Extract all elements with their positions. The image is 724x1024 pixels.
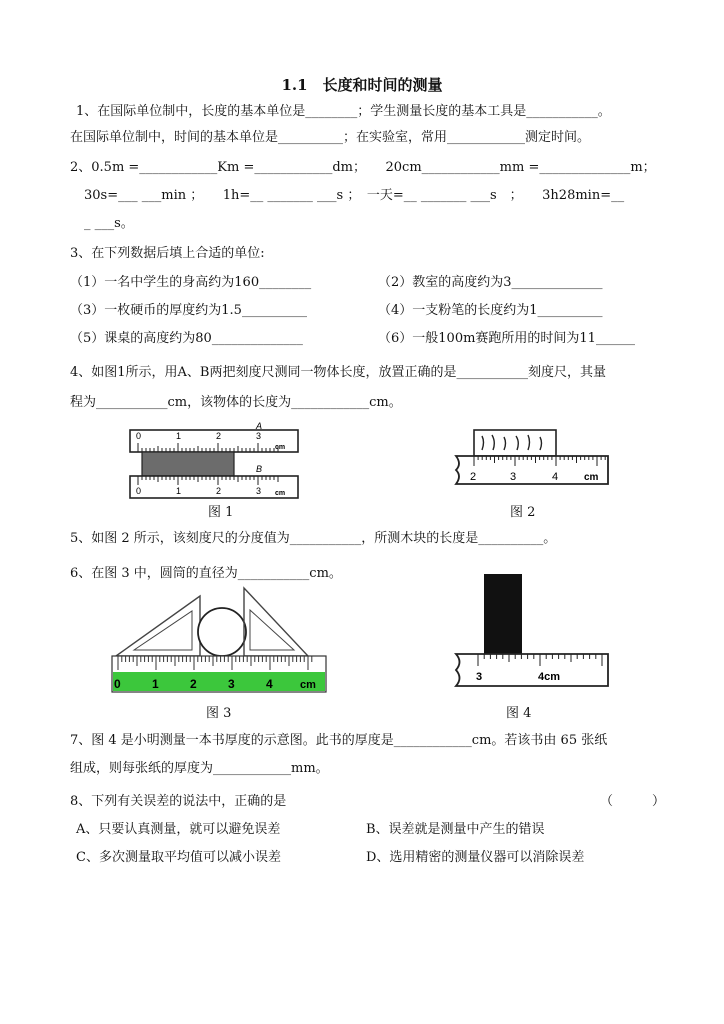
wood-block	[474, 430, 556, 456]
ruler-a-num-0: 0	[136, 431, 142, 441]
ruler-a-label: A	[256, 421, 263, 431]
caption-figure-4: 图 4	[506, 706, 532, 721]
q4-line-2: 程为___________cm，该物体的长度为____________cm。	[70, 395, 402, 410]
ruler-fig3-num-0: 0	[114, 677, 121, 691]
ruler-fig2-num-3: 3	[510, 471, 517, 483]
q8-heading: 8、下列有关误差的说法中，正确的是	[70, 794, 287, 809]
q3-item-3: （3）一枚硬币的厚度约为1.5__________	[70, 303, 307, 318]
q6-line: 6、在图 3 中，圆筒的直径为___________cm。	[70, 566, 342, 581]
ruler-b-unit: cm	[275, 490, 286, 497]
q1-line-1: 1、在国际单位制中，长度的基本单位是________；学生测量长度的基本工具是___________。	[76, 104, 611, 119]
q4-line-1: 4、如图1所示，用A、B两把刻度尺测同一物体长度，放置正确的是___________刻度尺，其量	[70, 365, 606, 380]
ruler-b-num-2: 2	[216, 486, 222, 496]
ruler-b-num-3: 3	[256, 486, 262, 496]
ruler-fig3-num-1: 1	[152, 677, 159, 691]
q7-line-1: 7、图 4 是小明测量一本书厚度的示意图。此书的厚度是____________cm。若该书由 65 张纸	[70, 733, 608, 748]
ruler-fig4-num-3: 3	[476, 671, 483, 683]
ruler-a-num-1: 1	[176, 431, 182, 441]
ruler-b-num-0: 0	[136, 486, 142, 496]
page-title: 1.1 长度和时间的测量	[281, 76, 443, 94]
ruler-b-num-1: 1	[176, 486, 182, 496]
ruler-fig2-unit: cm	[584, 472, 599, 483]
set-square-left	[116, 596, 200, 656]
q8-answer-parens: （ ）	[600, 794, 666, 809]
q3-item-2: （2）教室的高度约为3______________	[378, 275, 603, 290]
q8-option-a: A、只要认真测量，就可以避免误差	[76, 822, 281, 837]
q2-line-2: 30s=___ ___min ； 1h=__ _______ ___s ； 一天=__ _______ ___s ； 3h28min=__	[84, 188, 625, 203]
caption-figure-3: 图 3	[206, 706, 232, 721]
ruler-fig3-num-2: 2	[190, 677, 197, 691]
ruler-fig3-unit: cm	[300, 679, 316, 691]
q8-option-b: B、误差就是测量中产生的错误	[366, 822, 545, 837]
q3-item-4: （4）一支粉笔的长度约为1__________	[378, 303, 603, 318]
figure-2	[452, 428, 612, 500]
q3-heading: 3、在下列数据后填上合适的单位:	[70, 246, 265, 261]
q2-line-1: 2、0.5m =____________Km =____________dm； 20cm____________mm =______________m；	[70, 160, 656, 175]
measured-object	[142, 452, 234, 476]
q3-item-5: （5）课桌的高度约为80______________	[70, 331, 303, 346]
ruler-a-num-2: 2	[216, 431, 222, 441]
set-square-left-inner	[134, 611, 192, 650]
ruler-a-unit: cm	[275, 444, 286, 451]
ruler-fig3-green-band	[113, 672, 325, 691]
q8-option-d: D、选用精密的测量仪器可以消除误差	[366, 850, 585, 865]
q3-item-6: （6）一般100m赛跑所用的时间为11______	[378, 331, 635, 346]
figure-4	[452, 572, 614, 692]
ruler-fig2-num-2: 2	[470, 471, 477, 483]
set-square-right	[244, 588, 308, 656]
caption-figure-2: 图 2	[510, 505, 536, 520]
ruler-fig3-num-3: 3	[228, 677, 235, 691]
figure-3	[104, 584, 330, 696]
ruler-fig4-num-4: 4cm	[538, 671, 561, 683]
figure-1	[128, 420, 304, 500]
q8-option-c: C、多次测量取平均值可以减小误差	[76, 850, 281, 865]
q3-item-1: （1）一名中学生的身高约为160________	[70, 275, 312, 290]
ruler-b-label: B	[256, 464, 263, 474]
q2-line-3: _ ___s。	[84, 216, 134, 231]
q1-line-2: 在国际单位制中，时间的基本单位是__________；在实验室，常用____________测定时间。	[70, 130, 591, 145]
ruler-fig3-num-4: 4	[266, 677, 273, 691]
book	[484, 574, 522, 656]
ruler-a-num-3: 3	[256, 431, 262, 441]
q5-line: 5、如图 2 所示，该刻度尺的分度值为___________，所测木块的长度是__________。	[70, 531, 557, 546]
cylinder	[198, 608, 246, 656]
q7-line-2: 组成，则每张纸的厚度为____________mm。	[70, 761, 329, 776]
caption-figure-1: 图 1	[208, 505, 234, 520]
set-square-right-inner	[250, 610, 294, 650]
ruler-fig2-num-4: 4	[552, 471, 559, 483]
